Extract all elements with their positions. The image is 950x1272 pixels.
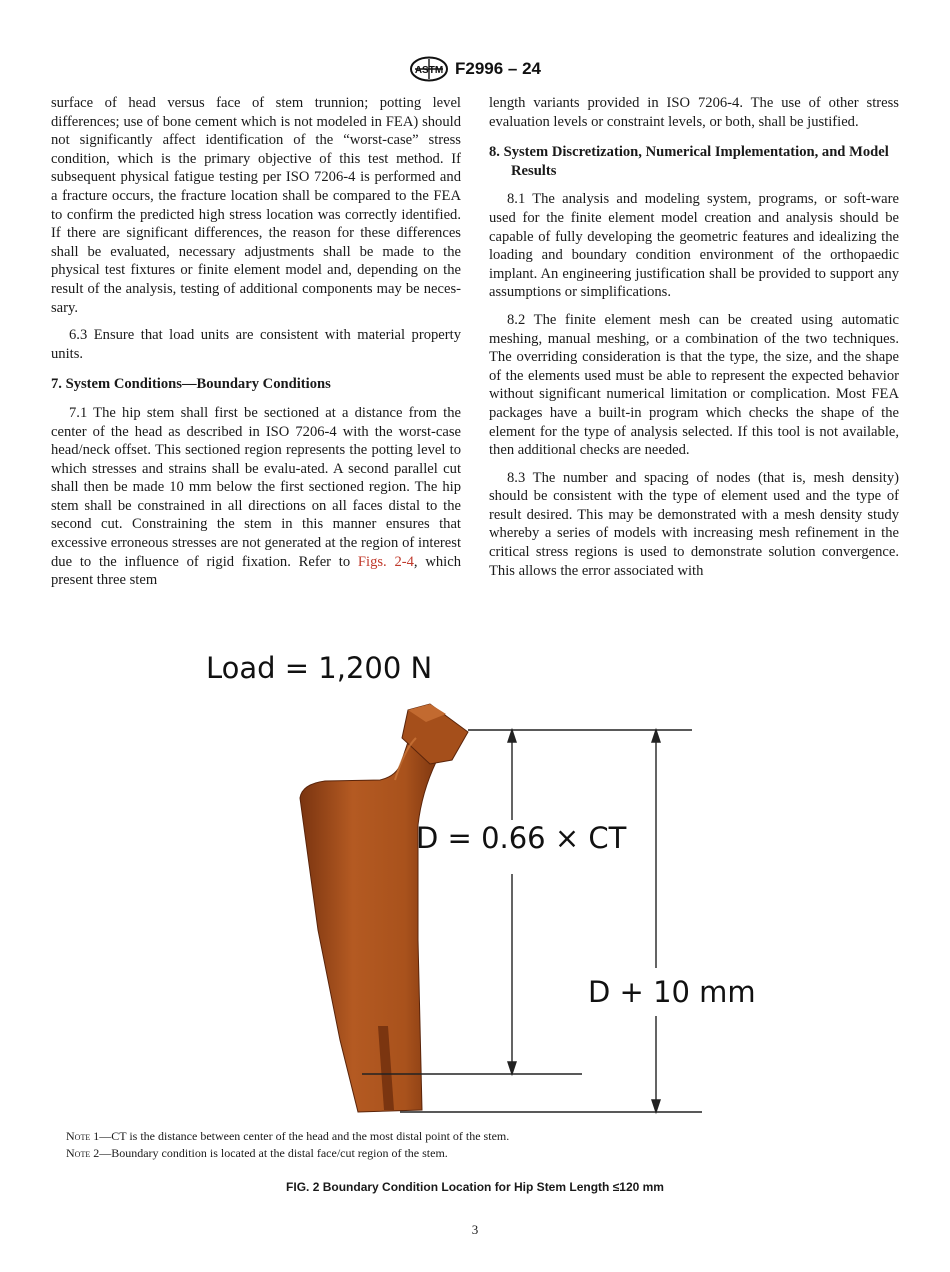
astm-logo-icon: [409, 56, 449, 82]
note-2-text: 2—Boundary condition is located at the distal face/cut region of the stem.: [90, 1146, 448, 1160]
note-2-prefix: Note: [66, 1146, 91, 1160]
page-header: [0, 56, 950, 82]
d10-label: D + 10 mm: [588, 975, 756, 1009]
d10-arrow-bottom: [652, 1100, 660, 1112]
note-2: [66, 1145, 886, 1162]
d10-arrow-top: [652, 730, 660, 742]
paragraph-8-3: 8.3 The number and spacing of nodes (that is, mesh density) should be consistent with the type of element used and the type of result desired. This may be demonstrated with a mesh density study whereby a series of models with increasing mesh refinement in the critical stress regions is used to demonstrate solution convergence. This allows the error associated with: [489, 469, 899, 579]
d-arrow-top: [508, 730, 516, 742]
figure-caption: FIG. 2 Boundary Condition Location for Hip Stem Length ≤120 mm: [286, 1180, 664, 1194]
paragraph-continued: surface of head versus face of stem trunnion; potting level differences; use of bone cement which is not modeled in FEA) should not significantly affect identification of the “worst-case” stress condition, which is the primary objective of this test method. If subsequent physical fatigue testing per ISO 7206-4 is performed and a fracture occurs, the fracture location shall be compared to the FEA to confirm the predicted high stress location was correctly identified. If there are significant differences, the reason for these differences shall be evaluated, necessary adjustments shall be made to the physical test fixtures or finite element model and, depending on the result of the analysis, testing of additional components may be neces-sary.: [51, 95, 461, 316]
d-label: D = 0.66 × CT: [416, 821, 627, 855]
paragraph-6-3: 6.3 Ensure that load units are consistent with material property units.: [51, 327, 461, 362]
standard-number: F2996 – 24: [454, 59, 541, 78]
left-column: [51, 94, 461, 599]
paragraph-7-1-text: 7.1 The hip stem shall first be sectioned at a distance from the center of the head as described in ISO 7206-4 with the worst-case head/neck offset. This sectioned region represents the potting level to which stresses and strains shall be evalu-ated. A second parallel cut shall then be made 10 mm below the first sectioned region. The hip stem shall be constrained in all directions on all faces distal to the second cut. Constraining the stem in this manner ensures that excessive erroneous stresses are not generated at the region of interest due to the influence of rigid fixation. Refer to: [51, 404, 461, 570]
hip-stem-shape: [300, 704, 468, 1112]
section-heading-8: 8. System Discretization, Numerical Implementation, and Model Results: [489, 144, 889, 179]
paragraph-8-1: 8.1 The analysis and modeling system, programs, or soft-ware used for the finite element model creation and analysis should be capable of fully developing the geometric features and idealizing the loading and boundary condition environment of the orthopaedic implant. An engineering justification shall be provided to support any assumptions or simplifications.: [489, 191, 899, 301]
d-arrow-bottom: [508, 1062, 516, 1074]
svg-text:ASTM: ASTM: [414, 65, 444, 76]
note-1-text: 1—CT is the distance between center of the head and the most distal point of the stem.: [90, 1129, 510, 1143]
figs-2-4-link[interactable]: Figs. 2-4: [357, 553, 414, 570]
page-number: 3: [471, 1222, 479, 1237]
hip-stem-diagram: [190, 640, 770, 1120]
paragraph-7-1: [51, 404, 461, 590]
section-heading-7: 7. System Conditions—Boundary Conditions: [51, 376, 331, 393]
note-1-prefix: Note: [66, 1129, 91, 1143]
right-column: [489, 94, 899, 589]
note-1: [66, 1128, 886, 1145]
load-label: Load = 1,200 N: [206, 651, 433, 685]
paragraph-continued-right: length variants provided in ISO 7206-4. The use of other stress evaluation levels or constraint levels, or both, shall be justified.: [489, 95, 899, 130]
figure-notes: [66, 1128, 886, 1162]
paragraph-8-2: 8.2 The finite element mesh can be created using automatic meshing, manual meshing, or a combination of the two techniques. The overriding consideration is that the type, the size, and the shape of the elements used must be able to represent the expected behavior without significant numerical limitation or complication. Most FEA packages have a built-in program which checks the shape of the element for the type of analysis selected. If this tool is not available, then additional checks are needed.: [489, 311, 899, 459]
paragraph-7-1-end: , which present three stem: [51, 553, 461, 589]
figure-hip-stem: [190, 640, 770, 1120]
